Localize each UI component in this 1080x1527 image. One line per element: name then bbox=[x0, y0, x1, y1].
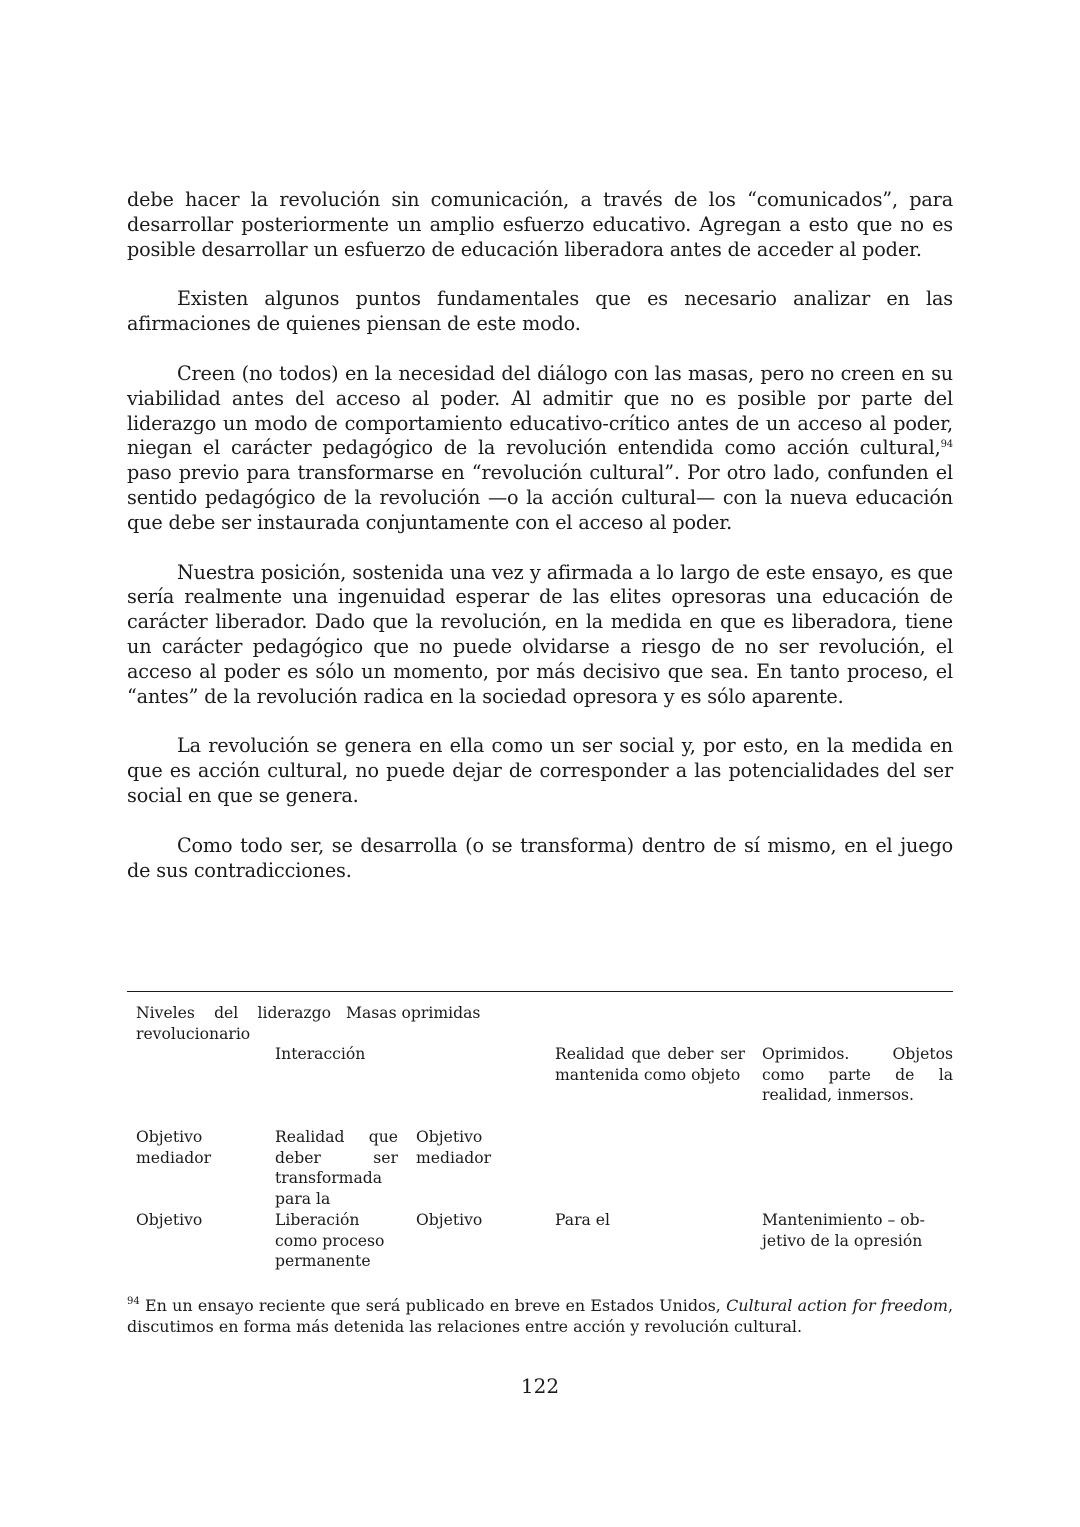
leadership-label: Niveles del liderazgo revolucionario bbox=[136, 1004, 331, 1043]
masses-label: Masas oprimidas bbox=[346, 1004, 481, 1022]
paragraph-6: Como todo ser, se desarrolla (o se transforma) dentro de sí mismo, en el juego de sus contradicciones. bbox=[127, 833, 953, 882]
section-divider bbox=[127, 991, 953, 992]
objective-mediator-right: Objetivo mediador bbox=[416, 1128, 492, 1167]
footnote bbox=[127, 1295, 953, 1338]
objective-center: Objetivo bbox=[416, 1211, 483, 1229]
footnote-text-2: , discutimos en forma más detenida las relaciones entre acción y revolución cultural. bbox=[127, 1296, 953, 1337]
footnote-text-1: En un ensayo reciente que será publicado en breve en Estados Unidos, bbox=[139, 1296, 727, 1315]
reality-maintained-label: Realidad que deber ser mantenida como objeto bbox=[555, 1045, 745, 1084]
body-text bbox=[127, 188, 953, 908]
maintenance-label: Mantenimiento – ob-jetivo de la opresión bbox=[762, 1211, 925, 1250]
paragraph-3 bbox=[127, 362, 953, 536]
oppressed-label: Oprimidos. Objetos como parte de la realidad, inmersos. bbox=[762, 1045, 953, 1105]
footnote-reference[interactable]: 94 bbox=[940, 439, 953, 451]
objective-mediator-left: Objetivo mediador bbox=[136, 1128, 212, 1167]
paragraph-4: Nuestra posición, sostenida una vez y afirmada a lo largo de este ensayo, es que sería realmente una ingenuidad esperar de las elites opresoras una educación de carácter liberador. Dado que la revolución, en la medida en que es liberadora, tiene un carácter pedagógico que no puede olvidarse a riesgo de no ser revolución, el acceso al poder es sólo un momento, por más decisivo que sea. En tanto proceso, el “antes” de la revolución radica en la sociedad opresora y es sólo aparente. bbox=[127, 560, 953, 708]
interaction-label: Interacción bbox=[275, 1045, 366, 1063]
footnote-title: Cultural action for freedom bbox=[726, 1296, 948, 1315]
paragraph-2: Existen algunos puntos fundamentales que es necesario analizar en las afirmaciones de quienes piensan de este modo. bbox=[127, 287, 953, 336]
paragraph-3-part-2: paso previo para transformarse en “revolución cultural”. Por otro lado, confunden el sentido pedagógico de la revolución —o la acción cultural— con la nueva educación que debe ser instaurada conjuntamente con el acceso al poder. bbox=[127, 461, 953, 534]
liberation-process-label: Liberación como proceso permanente bbox=[275, 1211, 385, 1271]
footnote-number: 94 bbox=[127, 1296, 140, 1307]
paragraph-3-part-1: Creen (no todos) en la necesidad del diálogo con las masas, pero no creen en su viabilidad antes del acceso al poder. Al admitir que no es posible por parte del liderazgo un modo de comportamiento educativo-crítico antes de un acceso al poder, niegan el carácter pedagógico de la revolución entendida como acción cultural, bbox=[127, 361, 953, 460]
for-the-label: Para el bbox=[555, 1211, 611, 1229]
reality-transformed-label: Realidad que deber ser transformada para la bbox=[275, 1128, 398, 1208]
paragraph-5: La revolución se genera en ella como un ser social y, por esto, en la medida en que es acción cultural, no puede dejar de corresponder a las potencialidades del ser social en que se genera. bbox=[127, 734, 953, 807]
paragraph-1: debe hacer la revolución sin comunicación, a través de los “comunicados”, para desarrollar posteriormente un amplio esfuerzo educativo. Agregan a esto que no es posible desarrollar un esfuerzo de educación liberadora antes de acceder al poder. bbox=[127, 188, 953, 261]
objective-left: Objetivo bbox=[136, 1211, 203, 1229]
page-number: 122 bbox=[520, 1374, 560, 1398]
